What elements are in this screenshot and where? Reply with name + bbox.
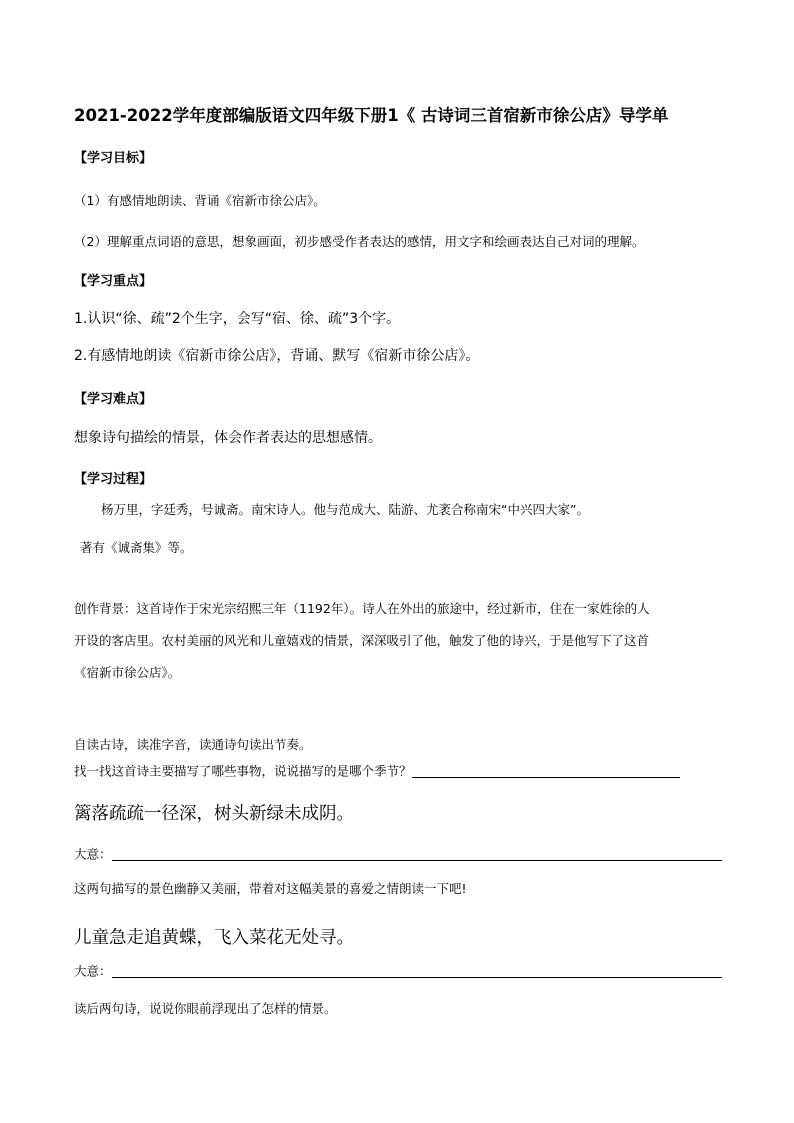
goal-item-1: （1）有感情地朗读、背诵《宿新市徐公店》。 xyxy=(74,193,326,208)
task-imagine-scene: 读后两句诗，说说你眼前浮现出了怎样的情景。 xyxy=(74,1001,337,1016)
meaning-label-1: 大意： xyxy=(74,846,112,862)
goals-heading: 【学习目标】 xyxy=(74,151,153,166)
goal-item-2: （2）理解重点词语的意思，想象画面，初步感受作者表达的感情，用文字和绘画表达自己对词的理解。 xyxy=(74,234,645,249)
author-intro-line-2: 著有《诚斋集》等。 xyxy=(80,540,193,555)
difficulty-heading: 【学习难点】 xyxy=(74,392,153,407)
background-line-3: 《宿新市徐公店》。 xyxy=(74,665,181,680)
poem-line-1: 篱落疏疏一径深，树头新绿未成阴。 xyxy=(74,804,354,824)
difficulty-text: 想象诗句描绘的情景，体会作者表达的思想感情。 xyxy=(74,430,382,446)
task-find-things xyxy=(74,764,680,778)
meaning-row-2 xyxy=(74,965,722,978)
key-point-1: 1.认识“徐、疏”2个生字，会写“宿、徐、疏”3个字。 xyxy=(74,311,401,327)
answer-line-meaning-1[interactable] xyxy=(112,848,722,861)
meaning-label-2: 大意： xyxy=(74,963,112,979)
meaning-row-1 xyxy=(74,848,722,861)
task-read-poem: 自读古诗，读准字音，读通诗句读出节奏。 xyxy=(74,737,312,752)
key-point-2: 2.有感情地朗读《宿新市徐公店》，背诵、默写《宿新市徐公店》。 xyxy=(74,348,480,364)
process-heading: 【学习过程】 xyxy=(74,472,153,487)
author-intro-line-1: 杨万里，字廷秀，号诚斋。南宋诗人。他与范成大、陆游、尤袤合称南宋“中兴四大家”。 xyxy=(101,502,589,517)
answer-line-season[interactable] xyxy=(412,764,680,778)
page-title: 2021-2022学年度部编版语文四年级下册1《 古诗词三首宿新市徐公店》导学单 xyxy=(74,106,669,125)
key-points-heading: 【学习重点】 xyxy=(74,274,153,289)
background-line-1: 创作背景：这首诗作于宋光宗绍熙三年（1192年）。诗人在外出的旅途中，经过新市，住在一家姓徐的人 xyxy=(74,601,650,616)
task-find-things-text: 找一找这首诗主要描写了哪些事物，说说描写的是哪个季节？ xyxy=(74,763,412,779)
reading-note-1: 这两句描写的景色幽静又美丽，带着对这幅美景的喜爱之情朗读一下吧! xyxy=(74,881,467,896)
answer-line-meaning-2[interactable] xyxy=(112,965,722,978)
poem-line-2: 儿童急走追黄蝶，飞入菜花无处寻。 xyxy=(74,928,354,948)
background-line-2: 开设的客店里。农村美丽的风光和儿童嬉戏的情景，深深吸引了他，触发了他的诗兴，于是他写下了这首 xyxy=(74,633,650,648)
